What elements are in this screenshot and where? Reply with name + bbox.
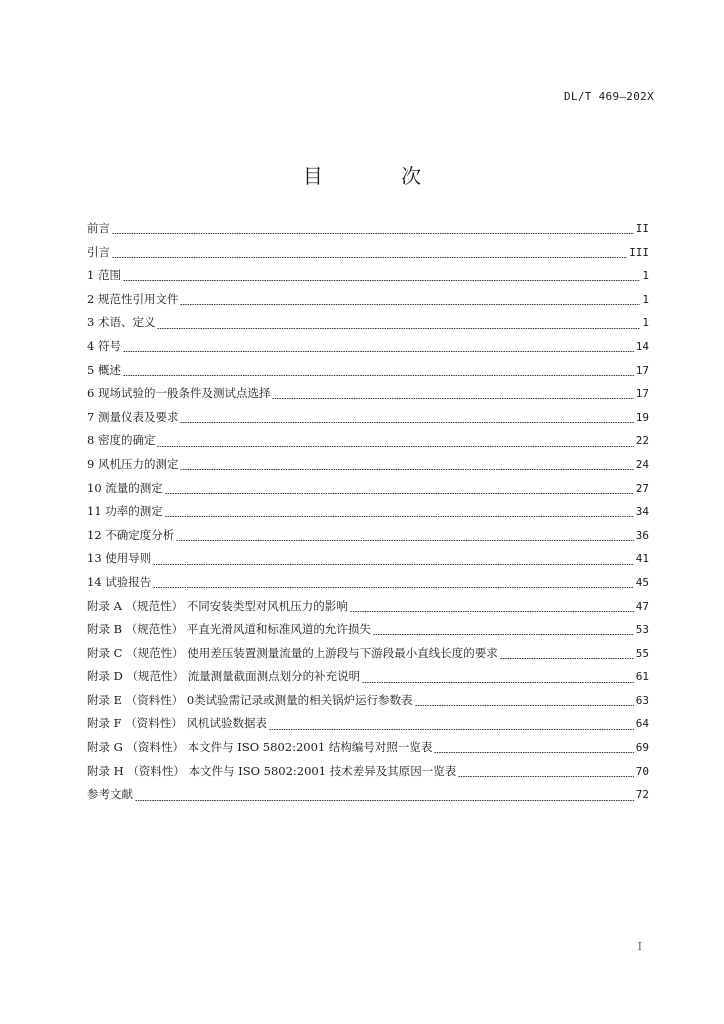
- dot-leader: [269, 729, 634, 730]
- toc-entry[interactable]: [87, 382, 649, 406]
- toc-entry-page: 19: [635, 410, 649, 424]
- toc-entry-page: 14: [635, 339, 649, 353]
- toc-entry-label: 1 范围: [87, 268, 121, 283]
- toc-entry[interactable]: [87, 335, 649, 359]
- dot-leader: [180, 469, 633, 470]
- toc-entry[interactable]: [87, 547, 649, 571]
- toc-entry-label: 5 概述: [87, 362, 121, 377]
- toc-entry-page: II: [635, 222, 649, 235]
- dot-leader: [153, 587, 633, 588]
- toc-entry-label: 2 规范性引用文件: [87, 291, 179, 306]
- dot-leader: [123, 351, 634, 352]
- toc-entry[interactable]: [87, 783, 649, 807]
- toc-entry-page: 55: [635, 646, 649, 660]
- dot-leader: [123, 375, 634, 376]
- toc-entry-label: 附录 C （规范性） 使用差压装置测量流量的上游段与下游段最小直线长度的要求: [87, 645, 498, 660]
- toc-entry-page: 34: [635, 505, 649, 519]
- toc-entry-page: 41: [635, 552, 649, 566]
- toc-entry-page: 70: [635, 764, 649, 778]
- dot-leader: [123, 280, 640, 281]
- toc-entry[interactable]: [87, 524, 649, 548]
- toc-entry[interactable]: [87, 217, 649, 241]
- toc-entry[interactable]: [87, 736, 649, 760]
- toc-entry-label: 参考文献: [87, 787, 133, 802]
- toc-entry[interactable]: [87, 500, 649, 524]
- toc-entry-page: 64: [635, 717, 649, 731]
- toc-entry-page: 53: [635, 623, 649, 637]
- toc-entry-page: 61: [635, 670, 649, 684]
- toc-entry-label: 10 流量的测定: [87, 480, 163, 495]
- toc-entry-page: 27: [635, 481, 649, 495]
- dot-leader: [112, 257, 627, 258]
- toc-entry[interactable]: [87, 642, 649, 666]
- toc-entry[interactable]: [87, 359, 649, 383]
- toc-entry-page: 69: [635, 741, 649, 755]
- dot-leader: [272, 398, 633, 399]
- toc-entry-label: 8 密度的确定: [87, 433, 156, 448]
- page-title: 目 次: [302, 164, 458, 188]
- toc-entry-label: 附录 G （资料性） 本文件与 ISO 5802:2001 结构编号对照一览表: [87, 740, 433, 755]
- toc-entry-page: 47: [635, 599, 649, 613]
- dot-leader: [176, 540, 633, 541]
- toc-entry-label: 12 不确定度分析: [87, 527, 175, 542]
- toc-entry-page: III: [629, 245, 649, 259]
- toc-entry-page: 36: [635, 528, 649, 542]
- toc-entry-page: 1: [642, 269, 649, 283]
- toc-entry[interactable]: [87, 571, 649, 595]
- toc-entry[interactable]: [87, 712, 649, 736]
- toc-entry-label: 引言: [87, 244, 110, 259]
- toc-entry-label: 附录 F （资料性） 风机试验数据表: [87, 716, 267, 731]
- toc-entry[interactable]: [87, 477, 649, 501]
- dot-leader: [153, 564, 633, 565]
- dot-leader: [458, 776, 634, 777]
- toc-entry[interactable]: [87, 689, 649, 713]
- dot-leader: [157, 446, 633, 447]
- dot-leader: [157, 328, 640, 329]
- table-of-contents: [87, 217, 649, 807]
- dot-leader: [415, 705, 634, 706]
- toc-entry-page: 1: [642, 316, 649, 330]
- dot-leader: [434, 752, 633, 753]
- page-number: I: [637, 940, 642, 953]
- dot-leader: [180, 304, 640, 305]
- toc-entry[interactable]: [87, 665, 649, 689]
- toc-entry[interactable]: [87, 288, 649, 312]
- toc-entry-label: 6 现场试验的一般条件及测试点选择: [87, 386, 271, 401]
- document-code: DL/T 469—202X: [564, 90, 654, 103]
- toc-entry-label: 附录 B （规范性） 平直光滑风道和标准风道的允许损失: [87, 622, 371, 637]
- dot-leader: [500, 658, 634, 659]
- toc-entry-label: 4 符号: [87, 338, 121, 353]
- toc-entry-label: 前言: [87, 221, 110, 235]
- dot-leader: [362, 682, 634, 683]
- toc-entry[interactable]: [87, 406, 649, 430]
- toc-entry-page: 17: [635, 363, 649, 377]
- toc-entry-label: 11 功率的测定: [87, 504, 163, 519]
- toc-entry-page: 24: [635, 457, 649, 471]
- toc-entry[interactable]: [87, 264, 649, 288]
- toc-entry-label: 13 使用导则: [87, 551, 152, 566]
- toc-entry-label: 9 风机压力的测定: [87, 456, 179, 471]
- dot-leader: [165, 516, 634, 517]
- toc-entry-page: 45: [635, 575, 649, 589]
- dot-leader: [112, 233, 634, 234]
- toc-entry[interactable]: [87, 760, 649, 784]
- dot-leader: [373, 634, 634, 635]
- toc-entry[interactable]: [87, 429, 649, 453]
- toc-entry-label: 附录 E （资料性） 0类试验需记录或测量的相关锅炉运行参数表: [87, 692, 413, 707]
- toc-entry-label: 7 测量仪表及要求: [87, 409, 179, 424]
- toc-entry[interactable]: [87, 595, 649, 619]
- toc-entry-page: 72: [635, 788, 649, 802]
- toc-entry-label: 附录 A （规范性） 不同安装类型对风机压力的影响: [87, 598, 348, 613]
- dot-leader: [350, 611, 634, 612]
- dot-leader: [165, 493, 634, 494]
- toc-entry-label: 14 试验报告: [87, 574, 152, 589]
- toc-entry[interactable]: [87, 241, 649, 265]
- toc-entry-label: 附录 H （资料性） 本文件与 ISO 5802:2001 技术差异及其原因一览表: [87, 763, 457, 778]
- dot-leader: [135, 800, 634, 801]
- toc-entry-page: 1: [642, 292, 649, 306]
- toc-entry-page: 22: [635, 434, 649, 448]
- toc-entry[interactable]: [87, 618, 649, 642]
- toc-entry-label: 3 术语、定义: [87, 315, 156, 330]
- toc-entry[interactable]: [87, 311, 649, 335]
- toc-entry[interactable]: [87, 453, 649, 477]
- toc-entry-page: 17: [635, 387, 649, 401]
- dot-leader: [180, 422, 633, 423]
- toc-entry-page: 63: [635, 693, 649, 707]
- toc-entry-label: 附录 D （规范性） 流量测量截面测点划分的补充说明: [87, 669, 361, 684]
